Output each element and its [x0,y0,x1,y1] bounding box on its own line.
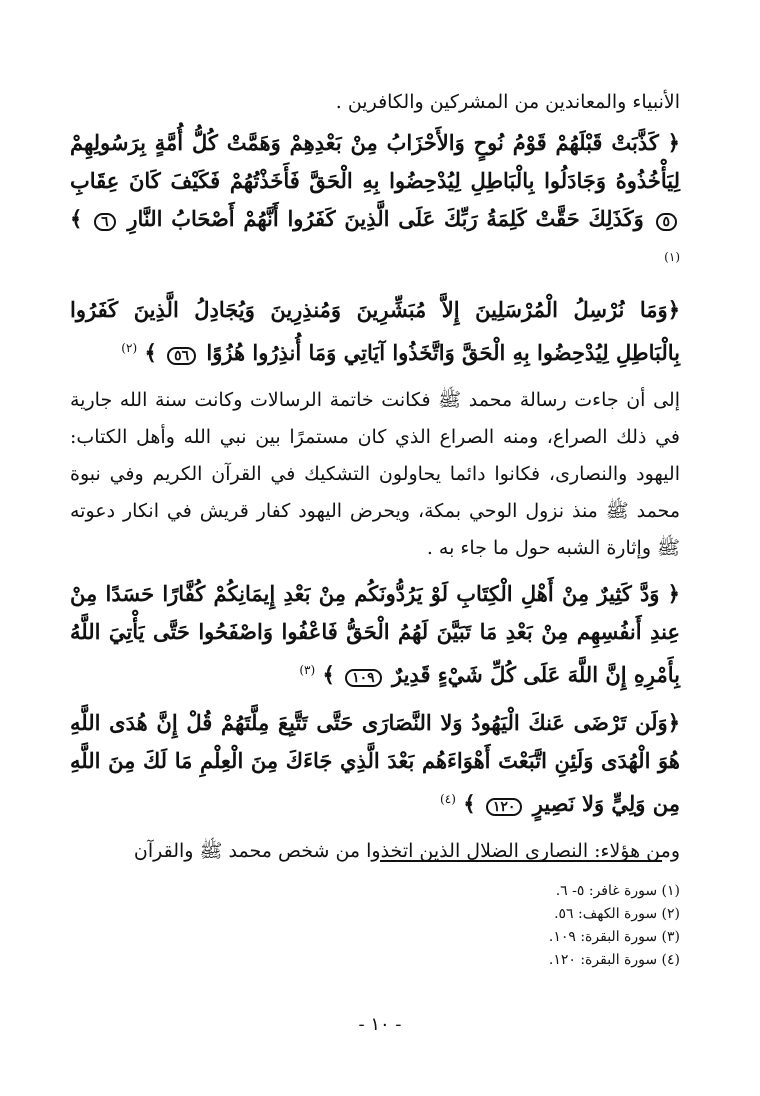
page-number: - ١٠ - [358,1014,402,1035]
main-text [70,84,680,878]
verse-1-text: ﴿ كَذَّبَتْ قَبْلَهُمْ قَوْمُ نُوحٍ وَالأَحْزَابُ مِنْ بَعْدِهِمْ وَهَمَّتْ كُلُّ أُمَّةٍ بِرَسُولِهِمْ لِيَأْخُذُوهُ وَجَادَلُوا بِالْبَاطِلِ لِيُدْحِضُوا بِهِ الْحَقَّ فَأَخَذْتُهُمْ فَكَيْفَ كَانَ عِقَابِ [70,130,680,193]
verse-4-close: ﴾ [463,791,476,816]
verse-4-text: ﴿وَلَن تَرْضَى عَنكَ الْيَهُودُ وَلا النَّصَارَى حَتَّى تَتَّبِعَ مِلَّتَهُمْ قُلْ إِنَّ هُدَى اللَّهِ هُوَ الْهُدَى وَلَئِنِ اتَّبَعْتَ أَهْوَاءَهُم بَعْدَ الَّذِي جَاءَكَ مِنَ الْعِلْمِ مَا لَكَ مِنَ اللَّهِ مِن وَلِيٍّ وَلا نَصِيرٍ [70,710,680,816]
quran-verse-4 [70,704,680,823]
ayah-number-marker: ٥٦ [167,347,196,365]
verse-2-text: ﴿وَمَا نُرْسِلُ الْمُرْسَلِينَ إِلاَّ مُبَشِّرِينَ وَمُنذِرِينَ وَيُجَادِلُ الَّذِينَ كَفَرُوا بِالْبَاطِلِ لِيُدْحِضُوا بِهِ الْحَقَّ وَاتَّخَذُوا آيَاتِي وَمَا أُنذِرُوا هُزُوًا [70,297,680,365]
verse-3-text: ﴿ وَدَّ كَثِيرٌ مِنْ أَهْلِ الْكِتَابِ لَوْ يَرُدُّونَكُم مِنْ بَعْدِ إِيمَانِكُمْ كُفَّارًا حَسَدًا مِنْ عِندِ أَنفُسِهِم مِنْ بَعْدِ مَا تَبَيَّنَ لَهُمُ الْحَقُّ فَاعْفُوا وَاصْفَحُوا حَتَّى يَأْتِيَ اللَّهُ بِأَمْرِهِ إِنَّ اللَّهَ عَلَى كُلِّ شَيْءٍ قَدِيرٌ [70,581,680,687]
footnote-item: (٣) سورة البقرة: ١٠٩. [548,929,680,945]
footnote-ref-4: (٤) [440,792,456,806]
footnote-item: (١) سورة غافر: ٥- ٦. [555,883,680,899]
footnote-ref-2: (٢) [121,341,138,355]
quran-verse-1 [70,124,680,281]
footnote-ref-3: (٣) [299,663,316,677]
quran-verse-2 [70,291,680,372]
ayah-number-marker: ١٠٩ [345,669,382,687]
quran-verse-3 [70,575,680,694]
prose-paragraph-2: ومن هؤلاء: النصارى الضلال الذين اتخذوا من شخص محمد ﷺ والقرآن [133,840,680,862]
ayah-number-marker: ٥ [656,213,678,231]
verse-1-continuation: وَكَذَلِكَ حَقَّتْ كَلِمَةُ رَبِّكَ عَلَى الَّذِينَ كَفَرُوا أَنَّهُمْ أَصْحَابُ النَّارِ [127,206,644,231]
footnotes [549,880,680,972]
footnote-item: (٢) سورة الكهف: ٥٦. [554,906,680,922]
footnote-divider [380,860,662,862]
verse-3-close: ﴾ [322,662,335,687]
ayah-number-marker: ١٢٠ [486,798,523,816]
footnote-item: (٤) سورة البقرة: ١٢٠. [548,952,680,968]
verse-2-close: ﴾ [144,340,157,365]
footnote-ref-1: (١) [664,250,680,264]
verse-1-close: ﴾ [70,206,83,231]
intro-line: الأنبياء والمعاندين من المشركين والكافرين . [335,91,680,113]
prose-paragraph-1: إلى أن جاءت رسالة محمد ﷺ فكانت خاتمة الرسالات وكانت سنة الله جارية في ذلك الصراع، ومنه الصراع الذي كان مستمرًا بين نبي الله وأهل الكتاب: اليهود والنصارى، فكانوا دائما يحاولون التشكيك في القرآن الكريم وفي نبوة محمد ﷺ منذ نزول الوحي بمكة، ويحرض اليهود كفار قريش في انكار دعوته ﷺ وإثارة الشبه حول ما جاء به . [70,389,680,559]
ayah-number-marker: ٦ [94,213,116,231]
